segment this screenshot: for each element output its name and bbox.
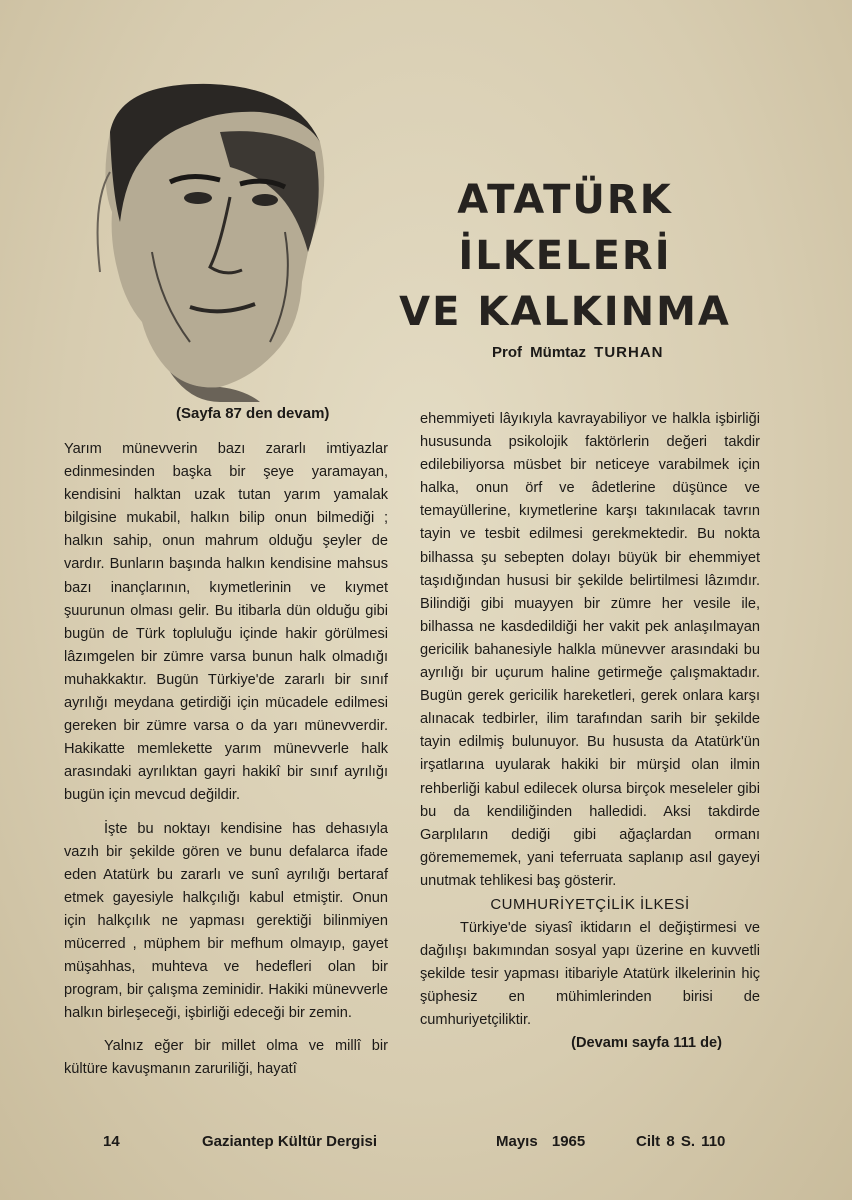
continued-on-note: (Devamı sayfa 111 de) bbox=[571, 1035, 722, 1052]
page-number: 14 bbox=[103, 1133, 120, 1150]
author-byline bbox=[492, 344, 664, 361]
left-column bbox=[64, 438, 388, 1082]
portrait-illustration bbox=[70, 72, 340, 402]
right-paragraph-1: ehemmiyeti lâyıkıyla kavrayabiliyor ve halkla işbirliği hususunda psikolojik faktörlerin değeri takdir edilebiliyorsa müsbet bir neticeye varabilmek için halka, onun örf ve âdetlerine düşünce ve temayüllerine, kıymetlerine karşı takınılacak tavrın tayin ve tesbit edilmesi gerekmektedir. Bu nokta bilhassa şu sebepten dolayı büyük bir ehemmiyet taşıdığından hususi bir şekilde belirtilmesi lâzımdır. Bilindiği gibi muayyen bir zümre her vesile ile, bilhassa ne kasdedildiği her vakit pek anlaşılmayan gericilik bahanesiyle halkla münevver arasındaki bu ayrılığı bir uçurum haline getirmeğe çalışmaktadır. Bugün gerek gericilik hareketleri, gerek onlara karşı alınacak tedbirler, ilim tarafından sarih bir şekilde tayin edilmiş bulunuyor. Bu hususta da Atatürk'ün irşatlarına uyularak hakiki bir mürşid olan ilmin rehberliği kabul edilecek olursa birçok meseleler gibi bu da kendiliğinden halledidi. Aksi takdirde Garplıların dediği gibi ağaçlardan ormanı göremememek, yani teferruata saplanıp asıl gayeyi unutmak tehlikesi baş gösterir. bbox=[420, 411, 760, 889]
right-column bbox=[420, 408, 760, 1056]
left-paragraph-2: İşte bu noktayı kendisine has dehasıyla vazıh bir şekilde gören ve bunu defalarca ifade eden Atatürk bu zararlı ve sunî ayrılığı bertaraf etmek gayesiyle halkçılığı kabul etmiştir. Onun için halkçılık ne yapması gerektiği bilinmiyen mücerred , müphem bir mefhum olmayıp, gayet müşahhas, muhteva ve hedefleri olan bir program, bir çalışma zeminidir. Hakiki münevverle halkın birleşeceği, işbirliği edeceği bir zemin. bbox=[64, 820, 388, 1022]
title-line-2: VE KALKINMA bbox=[399, 289, 731, 335]
author-surname: TURHAN bbox=[594, 344, 664, 361]
author-prefix: Prof Mümtaz bbox=[492, 344, 586, 361]
left-paragraph-1: Yarım münevverin bazı zararlı imtiyazlar edinmesinden başka bir şeye yaramayan, kendisini halktan uzak tutan yarım yamalak bilgisine mukabil, halkın bilip onun bilmediği ; halkın sahip, onun mahrum olduğu şeyler de vardır. Bunların başında halkın kendisine mahsus bazı inançlarının, kıymetlerinin ve kıymet şuurunun olması gelir. Bu itibarla dün olduğu gibi bugün de Türk topluluğu içinde hakir görülmesi lâzımgelen bir zümre varsa bunun halk olmadığı muhakkaktır. Bugün Türkiye'de zararlı bir sınıf ayrılığı meydana getirdiği için mücadele edilmesi gereken bir zümre varsa o da yarı münevverdir. Hakikatte memlekette yarım münevverle halk arasındaki ayrılıktan gayri hakikî bir sınıf ayrılığı bugün için mevcud değildir. bbox=[64, 441, 388, 804]
issue-volume: Cilt 8 S. 110 bbox=[636, 1133, 726, 1150]
article-title bbox=[355, 172, 775, 340]
section-heading: CUMHURİYETÇİLİK İLKESİ bbox=[490, 895, 690, 913]
continued-from-note: (Sayfa 87 den devam) bbox=[176, 405, 330, 422]
right-paragraph-2: Türkiye'de siyasî iktidarın el değiştirmesi ve dağılışı bakımından sosyal yapı üzerine en kuvvetli şekilde tesir yapması itibariyle Atatürk ilkelerinin hiç şüphesiz en mühimlerinden birisi de cumhuriyetçiliktir. bbox=[420, 919, 760, 1029]
left-paragraph-3: Yalnız eğer bir millet olma ve millî bir kültüre kavuşmanın zaruriliği, hayatî bbox=[64, 1038, 388, 1078]
title-line-1: ATATÜRK İLKELERİ bbox=[457, 177, 673, 279]
issue-date: Mayıs 1965 bbox=[496, 1133, 586, 1150]
magazine-name: Gaziantep Kültür Dergisi bbox=[202, 1133, 378, 1150]
